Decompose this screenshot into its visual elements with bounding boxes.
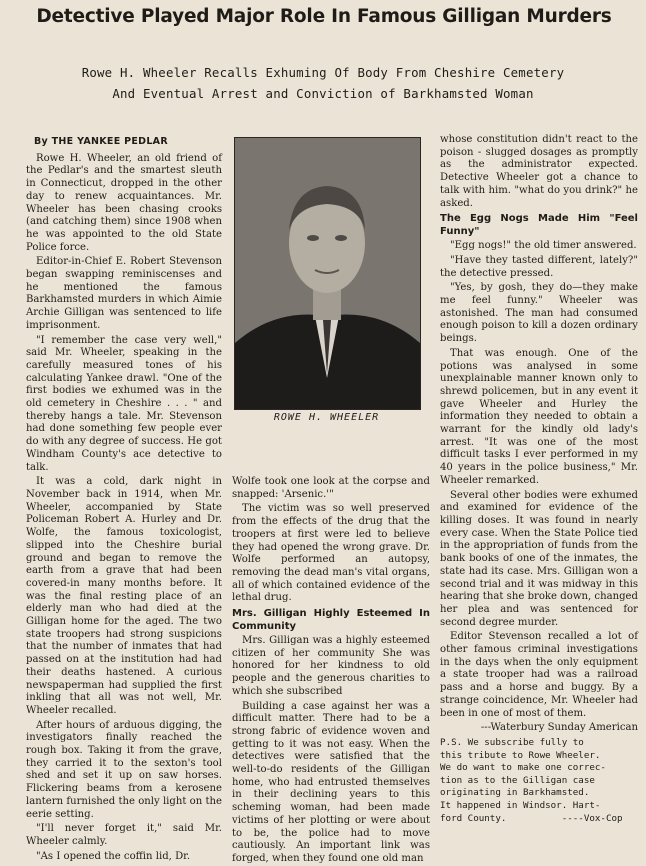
photo-caption: ROWE H. WHEELER [273, 412, 380, 423]
typed-line: We do want to make one correc- [440, 762, 606, 774]
typed-line: It happened in Windsor. Hart- [440, 799, 601, 811]
typed-line: this tribute to Rowe Wheeler. [440, 749, 601, 761]
typed-line: tion as to the Gilligan case [440, 774, 595, 786]
section-subhead: The Egg Nogs Made Him "Feel Funny" [440, 213, 638, 238]
source-credit: ---Waterbury Sunday American [480, 722, 638, 734]
paragraph: That was enough. One of the potions was analysed in some unexplainable manner known only to shrewd policemen, but in any event it gave Wheeler and Hurley the information they needed to obtain a warrant for the kindly old lady's arrest. "It was one of the most difficult tasks I ever performed in my 40 years in the police business," Mr. Wheeler remarked. [440, 347, 638, 486]
paragraph: It was a cold, dark night in November back in 1914, when Mr. Wheeler, accompanied by State Policeman Robert A. Hurley and Dr. Wolfe, the famous toxicologist, slipped into the Cheshire burial ground and began to remove the earth from a grave that had been covered-in many months before. It was the final resting place of an elderly man who had died at the Gilligan home for the aged. The two state troopers had strong suspicions that the number of inmates that had passed on at the institution had had their deaths hastened. A curious newspaperman had supplied the first inkling that all was not well, Mr. Wheeler recalled. [26, 476, 222, 716]
typed-line: ford County. ----Vox-Cop [440, 812, 623, 824]
column-3 [440, 134, 638, 824]
column-1 [26, 136, 222, 862]
headline: Detective Played Major Role In Famous Gilligan Murders [36, 6, 612, 27]
byline: By THE YANKEE PEDLAR [34, 136, 168, 147]
paragraph: "I remember the case very well," said Mr. Wheeler, speaking in the carefully measured tones of his calculating Yankee drawl. "One of the first bodies we exhumed was in the old cemetery in Cheshire . . . " and thereby hangs a tale. Mr. Stevenson had done something few people ever do with any degree of success. He got Windham County's ace detective to talk. [26, 334, 222, 473]
paragraph: Building a case against her was a difficult matter. There had to be a strong fabric of evidence woven and getting to it was not easy. When the detectives were satisfied that the well-to-do residents of the Gilligan home, who had entrusted themselves in their declining years to this scheming woman, had been made victims of her plotting or were about to be, the police had to move cautiously. An important link was forged, when they found one old man [232, 700, 430, 864]
paragraph: Several other bodies were exhumed and examined for evidence of the killing doses. It was found in nearly every case. When the State Police tied in the appropriation of funds from the bank books of one of the inmates, the state had its case. Mrs. Gilligan won a second trial and it was midway in this hearing that she broke down, changed her plea and was sentenced for second degree murder. [440, 489, 638, 628]
portrait-photo [234, 137, 421, 410]
paragraph: Wolfe took one look at the corpse and snapped: 'Arsenic.'" [232, 476, 430, 500]
paragraph: "As I opened the coffin lid, Dr. [36, 850, 191, 862]
typed-note [440, 737, 638, 825]
paragraph: After hours of arduous digging, the investigators finally reached the rough box. Taking it from the grave, they carried it to the sexton's tool shed and set it up on saw horses. Flickering beams from a kerosene lantern furnished the only light on the eerie setting. [26, 719, 222, 820]
typed-line: originating in Barkhamsted. [440, 787, 590, 799]
paragraph: "Yes, by gosh, they do—they make me feel funny." Wheeler was astonished. The man had consumed enough poison to kill a dozen ordinary beings. [440, 282, 638, 345]
paragraph: Mrs. Gilligan was a highly esteemed citizen of her community She was honored for her kindness to old people and the generous charities to which she subscribed [232, 635, 430, 697]
column-2 [232, 476, 430, 864]
paragraph: Editor-in-Chief E. Robert Stevenson began swapping reminiscenses and he mentioned the famous Barkhamsted murders in which Aimie Archie Gilligan was sentenced to life imprisonment. [26, 256, 222, 331]
paragraph: Editor Stevenson recalled a lot of other famous criminal investigations in the days when the only equipment a state trooper had was a railroad pass and a horse and buggy. By a strange coincidence, Mr. Wheeler had been in one of most of them. [440, 631, 638, 719]
paragraph: "I'll never forget it," said Mr. Wheeler calmly. [26, 823, 222, 847]
paragraph: whose constitution didn't react to the poison - slugged dosages as promptly as the administrator expected. Detective Wheeler got a chance to talk with him. "what do you drink?" he asked. [440, 134, 638, 209]
subheadline: Rowe H. Wheeler Recalls Exhuming Of Body From Cheshire Cemetery And Eventual Arrest and Conviction of Barkhamsted Woman [81, 65, 565, 101]
paragraph: "Egg nogs!" the old timer answered. [450, 240, 637, 252]
paragraph: "Have they tasted different, lately?" the detective pressed. [440, 254, 638, 279]
paragraph: Rowe H. Wheeler, an old friend of the Pedlar's and the smartest sleuth in Connecticut, dropped in the other day to renew acquaintances. Mr. Wheeler has been chasing crooks (and catching them) since 1908 when he was appointed to the old State Police force. [26, 152, 222, 253]
typed-line: P.S. We subscribe fully to [440, 736, 584, 748]
section-subhead: Mrs. Gilligan Highly Esteemed In Community [232, 608, 430, 633]
paragraph: The victim was so well preserved from the effects of the drug that the troopers at first were led to believe they had opened the wrong grave. Dr. Wolfe performed an autopsy, removing the dead man's vital organs, all of which contained evidence of the lethal drug. [232, 503, 430, 604]
portrait-icon [235, 138, 420, 409]
